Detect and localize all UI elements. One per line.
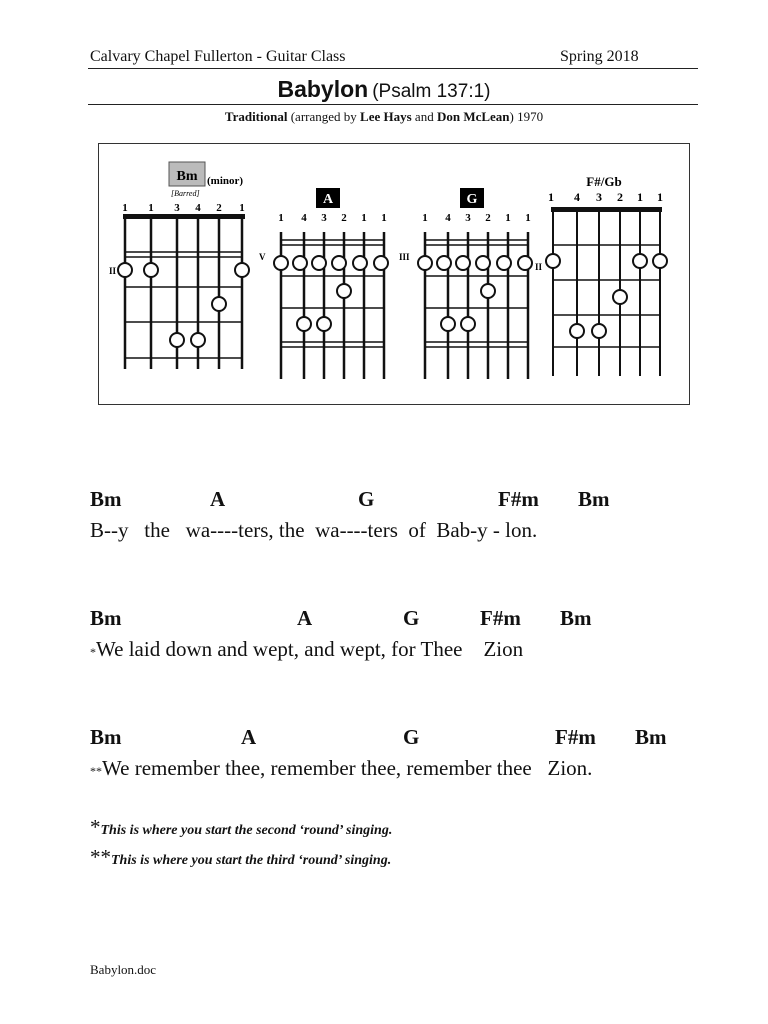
verse3-chord-2: A [241, 725, 257, 749]
credit-arranger-1: Lee Hays [360, 109, 412, 124]
verse3-lyric-line [90, 756, 592, 781]
song-title: Babylon [277, 76, 369, 102]
verse2-chord-2: A [297, 606, 313, 630]
a-finger-1: 1 [278, 212, 284, 224]
verse2-chord-1: Bm [90, 606, 122, 630]
credit-year: ) 1970 [509, 109, 544, 124]
bm-fret-number: II [109, 266, 117, 276]
chord-diagrams-svg [99, 144, 689, 404]
verse3-round-marker: ** [90, 764, 102, 778]
fsharp-finger-6: 1 [657, 190, 663, 204]
bm-finger-1: 1 [122, 202, 128, 214]
bm-finger-5: 2 [216, 202, 222, 214]
a-chord-name: A [322, 192, 334, 207]
bm-chord-quality: (minor) [207, 175, 244, 187]
fsharp-finger-3: 3 [596, 190, 602, 204]
round-note-1-marker: * [90, 815, 101, 839]
verse3-chord-5: Bm [635, 725, 667, 749]
g-fret-number: III [399, 252, 410, 262]
chord-diagram-bm [109, 162, 249, 369]
header-class-name: Calvary Chapel Fullerton - Guitar Class [90, 48, 346, 65]
round-note-2-marker: ** [90, 845, 111, 869]
verse2-round-marker: * [90, 645, 96, 659]
g-finger-4: 2 [485, 212, 491, 224]
bm-chord-note: [Barred] [171, 189, 200, 198]
fsharp-nut [551, 207, 662, 212]
verse2-chord-5: Bm [560, 606, 592, 630]
verse3-chord-4: F#m [555, 725, 596, 749]
g-finger-6: 1 [525, 212, 531, 224]
bm-finger-3: 3 [174, 202, 180, 214]
a-finger-3: 3 [321, 212, 327, 224]
a-fret-number: V [259, 252, 266, 262]
verse1-chord-3: G [358, 487, 375, 511]
a-finger-5: 1 [361, 212, 367, 224]
verse1-chord-2: A [210, 487, 226, 511]
verse2-lyric: We laid down and wept, and wept, for Thee Zion [96, 637, 524, 661]
credit-traditional: Traditional [224, 109, 288, 124]
song-title-block [0, 76, 768, 103]
a-finger-4: 2 [341, 212, 347, 224]
song-credit [0, 109, 768, 125]
chord-diagram-f-sharp [535, 174, 667, 376]
bm-chord-name: Bm [176, 169, 198, 184]
header-semester: Spring 2018 [560, 48, 639, 65]
g-finger-1: 1 [422, 212, 428, 224]
fsharp-fret-number: II [535, 262, 543, 272]
chord-diagram-g [399, 188, 532, 379]
fsharp-chord-name: F#/Gb [586, 174, 622, 189]
credit-and: and [414, 109, 434, 124]
verse3-chord-3: G [403, 725, 420, 749]
header-rule [88, 68, 698, 69]
chord-diagrams-panel [98, 143, 690, 405]
bm-finger-6: 1 [239, 202, 245, 214]
g-finger-3: 3 [465, 212, 471, 224]
chord-diagram-a [259, 188, 388, 379]
credit-arranged-by: (arranged by [290, 109, 357, 124]
bm-nut [123, 214, 245, 219]
a-finger-2: 4 [301, 212, 307, 224]
verse2-lyric-line [90, 637, 523, 662]
verse1-chord-5: Bm [578, 487, 610, 511]
song-reference: (Psalm 137:1) [372, 81, 491, 102]
fsharp-finger-2: 4 [574, 190, 580, 204]
verse1-chord-4: F#m [498, 487, 539, 511]
fsharp-finger-1: 1 [548, 190, 554, 204]
a-finger-6: 1 [381, 212, 387, 224]
verse1-lyric: B--y the wa----ters, the wa----ters of Bab-y - lon. [90, 518, 538, 542]
credit-arranger-2: Don McLean [436, 109, 510, 124]
verse2-chord-3: G [403, 606, 420, 630]
bm-finger-4: 4 [195, 202, 201, 214]
fsharp-finger-5: 1 [637, 190, 643, 204]
round-note-2 [90, 845, 391, 870]
g-finger-2: 4 [445, 212, 451, 224]
verse3-chord-1: Bm [90, 725, 122, 749]
verse2-chord-4: F#m [480, 606, 521, 630]
g-finger-5: 1 [505, 212, 511, 224]
title-rule [88, 104, 698, 105]
bm-finger-2: 1 [148, 202, 154, 214]
round-note-1-text: This is where you start the second ‘round’ singing. [100, 823, 393, 838]
round-note-2-text: This is where you start the third ‘round’ singing. [111, 853, 392, 868]
verse3-lyric: We remember thee, remember thee, remember thee Zion. [102, 756, 593, 780]
round-note-1 [90, 815, 392, 840]
verse1-chord-1: Bm [90, 487, 122, 511]
g-chord-name: G [466, 192, 478, 207]
footer-filename: Babylon.doc [90, 962, 157, 977]
fsharp-finger-4: 2 [617, 190, 623, 204]
